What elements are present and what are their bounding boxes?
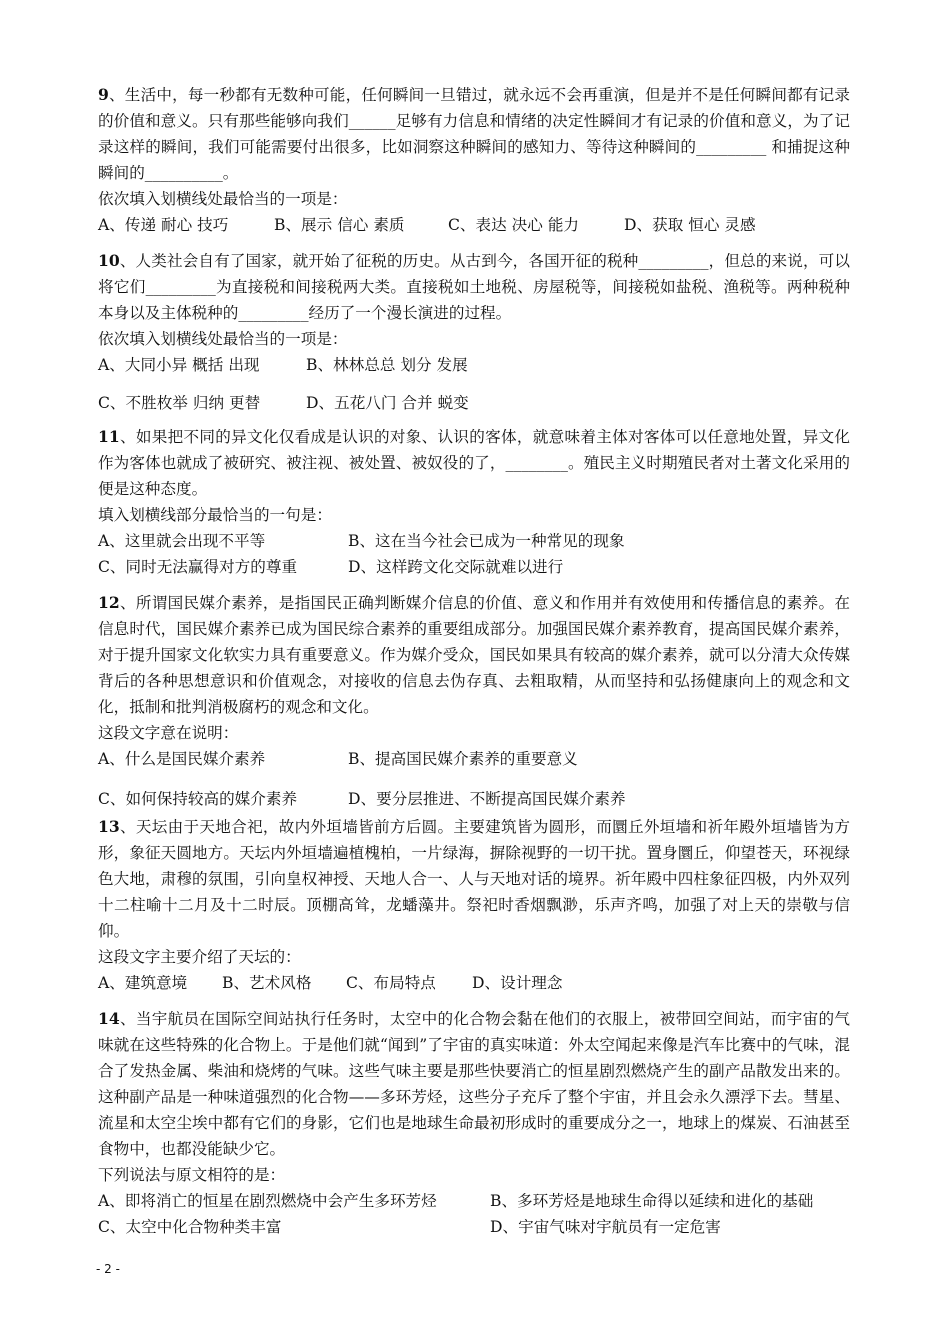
option-d: D、这样跨文化交际就难以进行	[348, 558, 564, 576]
option-a: A、即将消亡的恒星在剧烈燃烧中会产生多环芳烃	[98, 1192, 437, 1210]
question-14	[98, 1006, 850, 1240]
option-d: D、设计理念	[472, 974, 563, 992]
question-prompt: 填入划横线部分最恰当的一句是：	[98, 506, 332, 524]
question-text: 、所谓国民媒介素养，是指国民正确判断媒介信息的价值、意义和作用并有效使用和传播信息的素养。在信息时代，国民媒介素养已成为国民综合素养的重要组成部分。加强国民媒介素养教育，提高国民媒介素养，对于提升国家文化软实力具有重要意义。作为媒介受众，国民如果具有较高的媒介素养，就可以分清大众传媒背后的各种思想意识和价值观念，对接收的信息去伪存真、去粗取精，从而坚持和弘扬健康向上的观念和文化，抵制和批判消极腐朽的观念和文化。	[98, 594, 850, 716]
question-10	[98, 248, 850, 416]
question-11	[98, 424, 850, 580]
question-13	[98, 814, 850, 996]
question-14-stem	[98, 1006, 850, 1162]
question-text: 、人类社会自有了国家，就开始了征税的历史。从古到今，各国开征的税种_________，但总的来说，可以将它们_________为直接税和间接税两大类。直接税如土地税、房屋税等，间接税如盐税、渔税等。两种税种本身以及主体税种的_________经历了一个漫长演进的过程。	[98, 252, 850, 322]
option-d: D、获取 恒心 灵感	[624, 216, 756, 234]
question-number: 14	[98, 1009, 120, 1028]
question-number: 13	[98, 817, 120, 836]
option-d: D、要分层推进、不断提高国民媒介素养	[348, 790, 626, 808]
question-13-stem	[98, 814, 850, 944]
option-d: D、宇宙气味对宇航员有一定危害	[490, 1218, 721, 1236]
question-12-stem	[98, 590, 850, 720]
options-row	[98, 212, 850, 238]
options-row	[98, 970, 850, 996]
option-b: B、艺术风格	[222, 974, 312, 992]
option-a: A、传递 耐心 技巧	[98, 216, 229, 234]
options-row	[98, 746, 850, 772]
document-page	[98, 82, 850, 1240]
options-row	[98, 352, 850, 378]
option-c: C、如何保持较高的媒介素养	[98, 790, 298, 808]
option-b: B、展示 信心 素质	[274, 216, 405, 234]
question-12	[98, 590, 850, 812]
options-row	[98, 528, 850, 554]
option-b: B、多环芳烃是地球生命得以延续和进化的基础	[490, 1192, 814, 1210]
question-number: 11	[98, 427, 120, 446]
question-prompt: 下列说法与原文相符的是：	[98, 1166, 286, 1184]
question-9	[98, 82, 850, 238]
question-prompt: 依次填入划横线处最恰当的一项是：	[98, 190, 348, 208]
options-row	[98, 554, 850, 580]
options-row	[98, 1214, 850, 1240]
option-c: C、太空中化合物种类丰富	[98, 1218, 282, 1236]
option-b: B、提高国民媒介素养的重要意义	[348, 750, 578, 768]
option-a: A、什么是国民媒介素养	[98, 750, 266, 768]
option-b: B、这在当今社会已成为一种常见的现象	[348, 532, 625, 550]
option-a: A、大同小异 概括 出现	[98, 356, 260, 374]
options-row	[98, 1188, 850, 1214]
question-prompt: 这段文字意在说明：	[98, 724, 239, 742]
question-number: 12	[98, 593, 120, 612]
question-text: 、天坛由于天地合祀，故内外垣墙皆前方后圆。主要建筑皆为圆形，而圜丘外垣墙和祈年殿外垣墙皆为方形，象征天圆地方。天坛内外垣墙遍植槐柏，一片绿海，摒除视野的一切干扰。置身圜丘，仰望苍天，环视绿色大地，肃穆的氛围，引向皇权神授、天地人合一、人与天地对话的境界。祈年殿中四柱象征四极，内外双列十二柱喻十二月及十二时辰。顶棚高耸，龙蟠藻井。祭祀时香烟飘渺，乐声齐鸣，加强了对上天的崇敬与信仰。	[98, 818, 850, 940]
option-a: A、这里就会出现不平等	[98, 532, 266, 550]
question-prompt: 依次填入划横线处最恰当的一项是：	[98, 330, 348, 348]
question-number: 9	[98, 85, 109, 104]
question-prompt: 这段文字主要介绍了天坛的：	[98, 948, 301, 966]
question-number: 10	[98, 251, 120, 270]
question-text: 、生活中，每一秒都有无数种可能，任何瞬间一旦错过，就永远不会再重演，但是并不是任何瞬间都有记录的价值和意义。只有那些能够向我们______足够有力信息和情绪的决定性瞬间才有记录的价值和意义，为了记录这样的瞬间，我们可能需要付出很多，比如洞察这种瞬间的感知力、等待这种瞬间的_________ 和捕捉这种瞬间的__________。	[98, 86, 850, 182]
question-10-stem	[98, 248, 850, 326]
option-c: C、表达 决心 能力	[448, 216, 580, 234]
option-b: B、林林总总 划分 发展	[306, 356, 468, 374]
options-row	[98, 390, 850, 416]
question-9-stem	[98, 82, 850, 186]
question-11-stem	[98, 424, 850, 502]
page-number: - 2 -	[96, 1262, 120, 1276]
option-c: C、同时无法赢得对方的尊重	[98, 558, 298, 576]
question-text: 、当宇航员在国际空间站执行任务时，太空中的化合物会黏在他们的衣服上，被带回空间站，而宇宙的气味就在这些特殊的化合物上。于是他们就“闻到”了宇宙的真实味道：外太空闻起来像是汽车比赛中的气味，混合了发热金属、柴油和烧烤的气味。这些气味主要是那些快要消亡的恒星剧烈燃烧产生的副产品散发出来的。这种副产品是一种味道强烈的化合物——多环芳烃，这些分子充斥了整个宇宙，并且会永久漂浮下去。彗星、流星和太空尘埃中都有它们的身影，它们也是地球生命最初形成时的重要成分之一，地球上的煤炭、石油甚至食物中，也都没能缺少它。	[98, 1010, 850, 1158]
option-a: A、建筑意境	[98, 974, 188, 992]
question-text: 、如果把不同的异文化仅看成是认识的对象、认识的客体，就意味着主体对客体可以任意地处置，异文化作为客体也就成了被研究、被注视、被处置、被奴役的了，________。殖民主义时期殖民者对土著文化采用的便是这种态度。	[98, 428, 850, 498]
option-c: C、布局特点	[346, 974, 436, 992]
option-c: C、不胜枚举 归纳 更替	[98, 394, 261, 412]
options-row	[98, 786, 850, 812]
option-d: D、五花八门 合并 蜕变	[306, 394, 469, 412]
